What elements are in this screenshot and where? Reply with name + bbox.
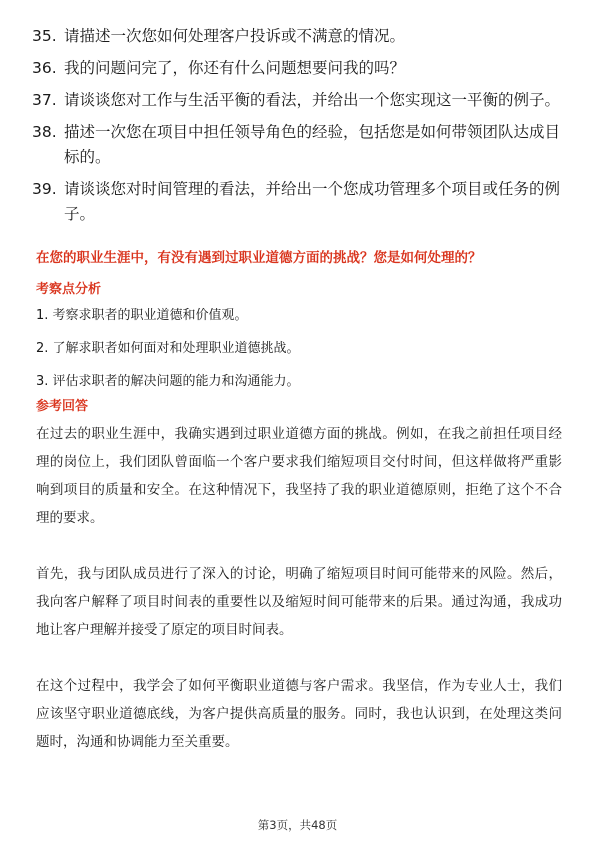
analysis-points <box>36 306 566 405</box>
featured-question: 在您的职业生涯中，有没有遇到过职业道德方面的挑战？您是如何处理的？ <box>36 250 482 266</box>
list-item <box>32 120 562 170</box>
analysis-point: 3. 评估求职者的解决问题的能力和沟通能力。 <box>36 374 300 389</box>
answer-body <box>36 420 562 756</box>
question-number: 37. <box>32 91 57 109</box>
question-number: 35. <box>32 27 57 45</box>
page-footer: 第3页，共48页 <box>257 818 338 832</box>
list-item <box>32 56 562 81</box>
question-text: 我的问题问完了，你还有什么问题想要问我的吗？ <box>64 59 406 77</box>
question-list <box>32 24 562 234</box>
question-number: 39. <box>32 180 57 198</box>
analysis-point: 1. 考察求职者的职业道德和价值观。 <box>36 308 248 323</box>
list-item <box>32 177 562 227</box>
list-item <box>32 88 562 113</box>
answer-heading: 参考回答 <box>36 399 89 414</box>
question-text: 请谈谈您对时间管理的看法，并给出一个您成功管理多个项目或任务的例子。 <box>64 180 561 223</box>
question-text: 请描述一次您如何处理客户投诉或不满意的情况。 <box>64 27 406 45</box>
analysis-point: 2. 了解求职者如何面对和处理职业道德挑战。 <box>36 341 300 356</box>
answer-paragraph: 在这个过程中，我学会了如何平衡职业道德与客户需求。我坚信，作为专业人士，我们应该坚守职业道德底线，为客户提供高质量的服务。同时，我也认识到，在处理这类问题时，沟通和协调能力至关重要。 <box>36 678 562 750</box>
answer-paragraph: 首先，我与团队成员进行了深入的讨论，明确了缩短项目时间可能带来的风险。然后，我向客户解释了项目时间表的重要性以及缩短时间可能带来的后果。通过沟通，我成功地让客户理解并接受了原定的项目时间表。 <box>36 566 562 638</box>
list-item <box>32 24 562 49</box>
answer-paragraph: 在过去的职业生涯中，我确实遇到过职业道德方面的挑战。例如，在我之前担任项目经理的岗位上，我们团队曾面临一个客户要求我们缩短项目交付时间，但这样做将严重影响到项目的质量和安全。在这种情况下，我坚持了我的职业道德原则，拒绝了这个不合理的要求。 <box>36 426 562 526</box>
question-text: 描述一次您在项目中担任领导角色的经验，包括您是如何带领团队达成目标的。 <box>64 123 561 166</box>
question-text: 请谈谈您对工作与生活平衡的看法，并给出一个您实现这一平衡的例子。 <box>64 91 561 109</box>
question-number: 36. <box>32 59 57 77</box>
question-number: 38. <box>32 123 57 141</box>
analysis-heading: 考察点分析 <box>36 282 102 297</box>
